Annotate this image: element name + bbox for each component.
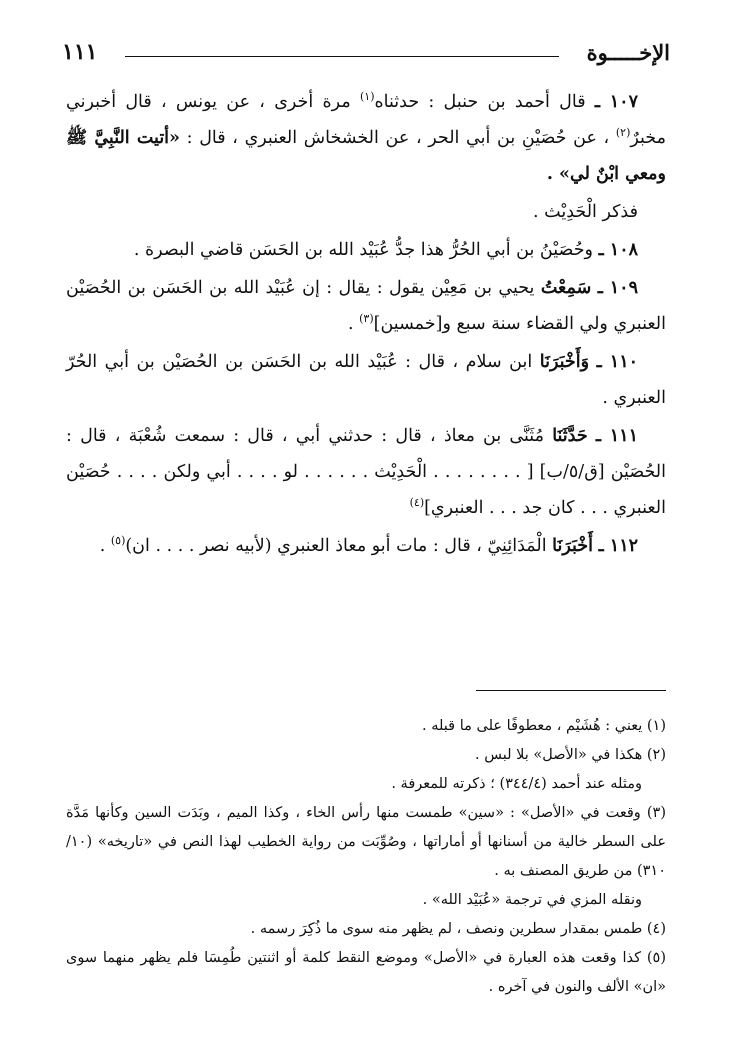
paragraph-text: فذكر الْحَدِيْث . <box>533 202 638 222</box>
main-text <box>66 84 666 566</box>
paragraph-text: قال أحمد بن حنبل : حدثناه <box>374 92 586 112</box>
paragraph-text: ابن سلام ، قال : عُبَيْد الله بن الحَسَن بن الحُصَيْن بن أبي الحُرّ العنبري . <box>66 352 666 408</box>
paragraph-112 <box>66 528 666 564</box>
paragraph-end: . <box>99 536 111 556</box>
narration-lead: أَخْبَرَنَا <box>552 536 593 556</box>
paragraph-107-continuation <box>66 194 666 230</box>
paragraph-number: ١٠٩ ـ <box>597 278 638 298</box>
paragraph-number: ١٠٧ ـ <box>594 92 638 112</box>
footnote-ref[interactable]: (٥) <box>110 534 126 548</box>
footnote-1: (١) يعني : هُشَيْم ، معطوفًا على ما قبله . <box>422 718 666 734</box>
footnotes <box>66 712 666 1002</box>
footnote-ref[interactable]: (٤) <box>409 496 425 510</box>
paragraph-text: ، عن حُصَيْنِ بن أبي الحر ، عن الخشخاش العنبري ، قال : <box>186 128 610 148</box>
footnote-3: (٣) وقعت في «الأصل» : «سين» طمست منها رأس الخاء ، وكذا الميم ، وبَدَت السين وكأنها مَدَّة على السطر خالية من أسنانها أو أماراتها ، وصُوِّبَت من رواية الخطيب لهذا النص في «تاريخه» (١٠/ ٣١٠) من طريق المصنف به . <box>66 805 666 879</box>
paragraph-number: ١١١ ـ <box>595 426 638 446</box>
footnote-ref[interactable]: (١) <box>359 90 375 104</box>
paragraph-number: ١١٠ ـ <box>596 352 638 372</box>
narration-lead: حَدَّثَنَا <box>552 426 588 446</box>
paragraph-text: مرة أخرى ، عن يونس ، قال أخبرني مخبرٌ <box>66 92 666 148</box>
narration-lead: وَأَخْبَرَنَا <box>539 352 590 372</box>
page-number: ١١١ <box>62 39 98 65</box>
running-title: الإخـــــوة <box>586 39 670 65</box>
footnote-4: (٤) طمس بمقدار سطرين ونصف ، لم يظهر منه سوى ما ذُكِرَ رسمه . <box>250 921 666 937</box>
footnote-3-continuation: ونقله المزي في ترجمة «عُبَيْد الله» . <box>422 892 642 908</box>
footnote-2-continuation: ومثله عند أحمد (٣٤٤/٤) ؛ ذكرته للمعرفة . <box>391 776 642 792</box>
paragraph-text: الْمَدَائِنِيّ ، قال : مات أبو معاذ العنبري (لأبيه نصر . . . . ان) <box>125 536 547 556</box>
paragraph-end: . <box>347 314 360 334</box>
footnote-ref[interactable]: (٢) <box>615 126 631 140</box>
footnote-5: (٥) كذا وقعت هذه العبارة في «الأصل» وموضع النقط كلمة أو اثنتين طُمِسَا فلم يظهر منهما سوى «ان» الألف والنون في آخره . <box>66 950 666 995</box>
narration-lead: سَمِعْتُ <box>540 278 592 298</box>
paragraph-number: ١٠٨ ـ <box>598 240 638 260</box>
footnote-2: (٢) هكذا في «الأصل» بلا لبس . <box>474 747 666 763</box>
hadith-quote: «أتيت النَّبِيَّ ﷺ ومعي ابْنٌ لي» . <box>66 128 666 184</box>
paragraph-text: وحُصَيْنُ بن أبي الحُرُّ هذا جدُّ عُبَيْد الله بن الحَسَن قاضي البصرة . <box>133 240 593 260</box>
paragraph-number: ١١٢ ـ <box>598 536 638 556</box>
footnote-ref[interactable]: (٣) <box>359 312 374 326</box>
paragraph-109 <box>66 270 666 342</box>
header-rule <box>125 56 558 57</box>
paragraph-111 <box>66 418 666 526</box>
footnote-separator <box>476 690 666 691</box>
paragraph-110 <box>66 344 666 416</box>
paragraph-text: يحيي بن مَعِيْن يقول : يقال : إن عُبَيْد الله بن الحَسَن بن الحُصَيْن العنبري ولي القضاء سنة سبع و[خمسين] <box>66 278 666 334</box>
paragraph-text: مُثَنَّى بن معاذ ، قال : حدثني أبي ، قال : سمعت شُعْبَة ، قال : الحُصَيْن [ق/٥/ب] [ . . . . . . . . الْحَدِيْث . . . . . . لو . . . . أبي ولكن . . . . حُصَيْن العنبري . . . كان جد . . . العنبري] <box>66 426 666 518</box>
paragraph-107 <box>66 84 666 192</box>
page-header <box>62 36 670 68</box>
paragraph-108 <box>66 232 666 268</box>
